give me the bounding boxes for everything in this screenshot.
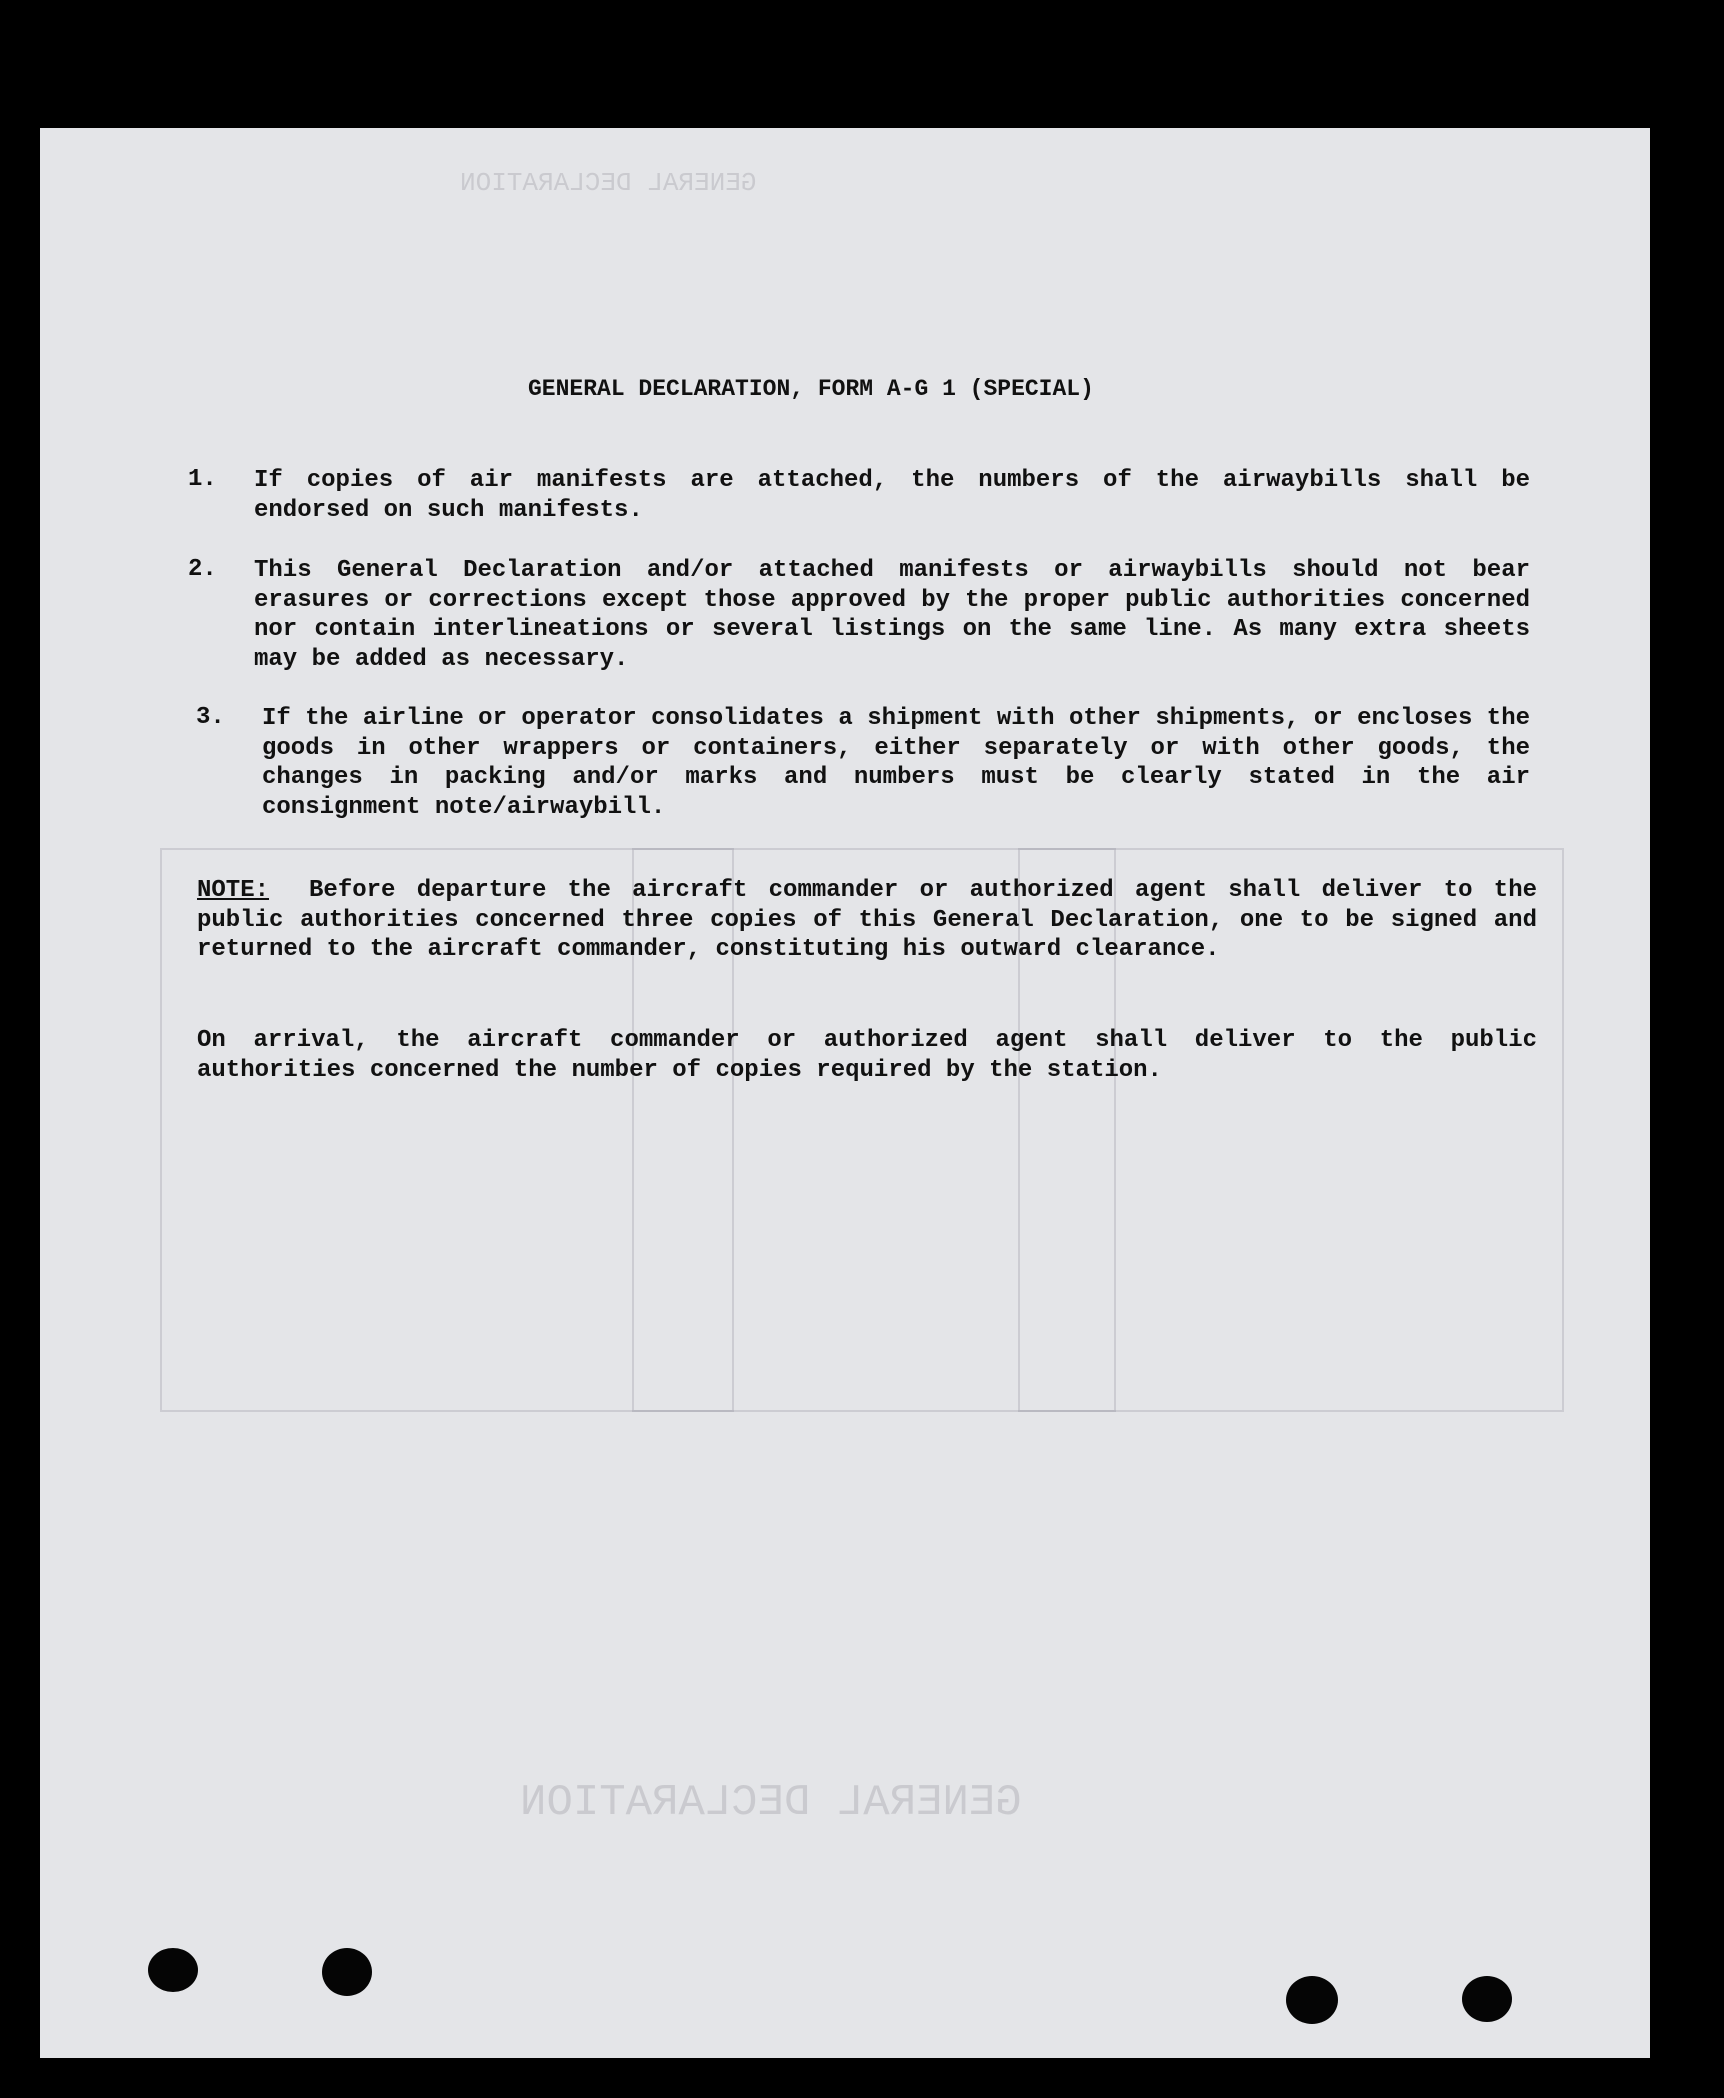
punch-hole [1462, 1976, 1512, 2022]
bleed-through-heading: GENERAL DECLARATION [460, 168, 757, 198]
note-label: NOTE: [197, 877, 270, 904]
note-text: Before departure the aircraft commander or authorized agent shall deliver to the public authorities concerned three copies of this General Declaration, one to be signed and returned to the aircraft commander, constituting his outward clearance. [197, 877, 1537, 963]
item-text: If copies of air manifests are attached, the numbers of the airwaybills shall be endorsed on such manifests. [254, 467, 1530, 524]
item-number: 1. [188, 466, 217, 493]
item-number: 3. [196, 704, 225, 731]
item-text: This General Declaration and/or attached manifests or airwaybills should not bear erasures or corrections except those approved by the proper public authorities concerned nor contain interlineations or several listings on the same line. As many extra sheets may be added as necessary. [254, 557, 1530, 673]
bleed-through-heading: GENERAL DECLARATION [520, 1778, 1022, 1828]
item-number: 2. [188, 556, 217, 583]
arrival-paragraph: On arrival, the aircraft commander or authorized agent shall deliver to the public authorities concerned the number of copies required by the station. [197, 1027, 1537, 1084]
punch-hole [322, 1948, 372, 1996]
page-title: GENERAL DECLARATION, FORM A-G 1 (SPECIAL) [528, 376, 1094, 402]
note-paragraph [197, 876, 1537, 965]
punch-hole [1286, 1976, 1338, 2024]
punch-hole [148, 1948, 198, 1992]
paper-sheet [40, 128, 1650, 2058]
item-text: If the airline or operator consolidates a shipment with other shipments, or encloses the goods in other wrappers or containers, either separately or with other goods, the changes in packing and/or marks and numbers must be clearly stated in the air consignment note/airwaybill. [262, 705, 1530, 821]
